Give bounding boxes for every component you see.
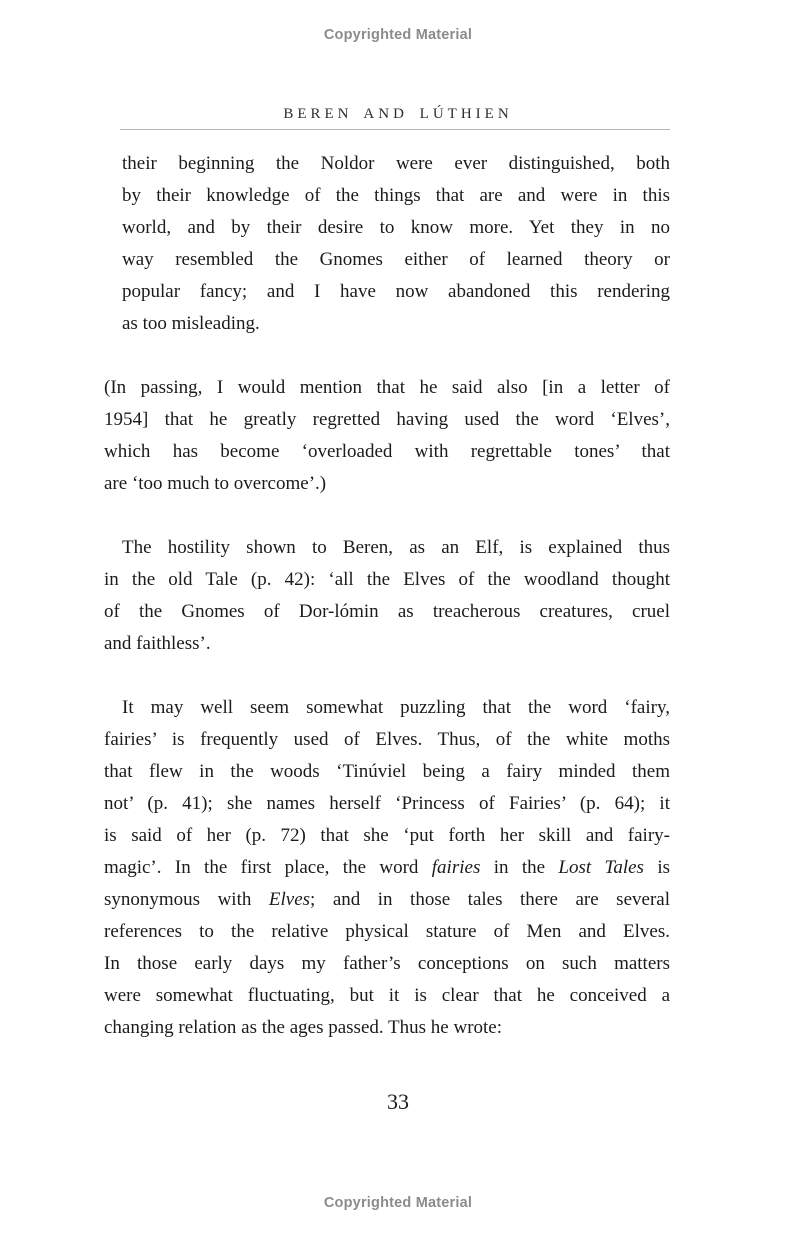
running-head-title: BEREN AND LÚTHIEN (283, 106, 513, 122)
blockquote (122, 148, 670, 340)
text-line: popular fancy; and I have now abandoned this rendering (122, 281, 670, 302)
text-line: of the Gnomes of Dor-lómin as treacherous creatures, cruel (104, 601, 670, 622)
text-line: in the old Tale (p. 42): ‘all the Elves of the woodland thought (104, 569, 670, 590)
copyright-banner-bottom: Copyrighted Material (323, 1195, 473, 1211)
text-line: (In passing, I would mention that he said also [in a letter of (104, 377, 670, 398)
text-line: as too misleading. (122, 313, 260, 334)
text-column (104, 148, 670, 1044)
text-line: world, and by their desire to know more. Yet they in no (122, 217, 670, 238)
text-line: way resembled the Gnomes either of learned theory or (122, 249, 670, 270)
text-line: and faithless’. (104, 633, 211, 654)
text-line: their beginning the Noldor were ever distinguished, both (122, 153, 670, 174)
text-line: synonymous with Elves; and in those tales there are several (104, 889, 670, 910)
text-line: fairies’ is frequently used of Elves. Thus, of the white moths (104, 729, 670, 750)
text-line: In those early days my father’s conceptions on such matters (104, 953, 670, 974)
text-line: which has become ‘overloaded with regrettable tones’ that (104, 441, 670, 462)
text-line: not’ (p. 41); she names herself ‘Princess of Fairies’ (p. 64); it (104, 793, 670, 814)
paragraph (104, 692, 670, 1044)
text-line: 1954] that he greatly regretted having used the word ‘Elves’, (104, 409, 670, 430)
text-line: by their knowledge of the things that are and were in this (122, 185, 670, 206)
text-line: were somewhat fluctuating, but it is clear that he conceived a (104, 985, 670, 1006)
text-line: is said of her (p. 72) that she ‘put forth her skill and fairy- (104, 825, 670, 846)
text-line: changing relation as the ages passed. Thus he wrote: (104, 1017, 503, 1038)
paragraph (104, 532, 670, 660)
copyright-banner-top: Copyrighted Material (323, 27, 473, 43)
page-number: 33 (387, 1089, 409, 1114)
text-line: The hostility shown to Beren, as an Elf, is explained thus (122, 537, 670, 558)
text-line: that flew in the woods ‘Tinúviel being a fairy minded them (104, 761, 670, 782)
header-rule (120, 129, 670, 130)
paragraph (104, 372, 670, 500)
text-line: are ‘too much to overcome’.) (104, 473, 327, 494)
text-line: It may well seem somewhat puzzling that the word ‘fairy, (122, 697, 670, 718)
text-line: references to the relative physical stature of Men and Elves. (104, 921, 670, 942)
text-line: magic’. In the first place, the word fairies in the Lost Tales is (104, 857, 670, 878)
